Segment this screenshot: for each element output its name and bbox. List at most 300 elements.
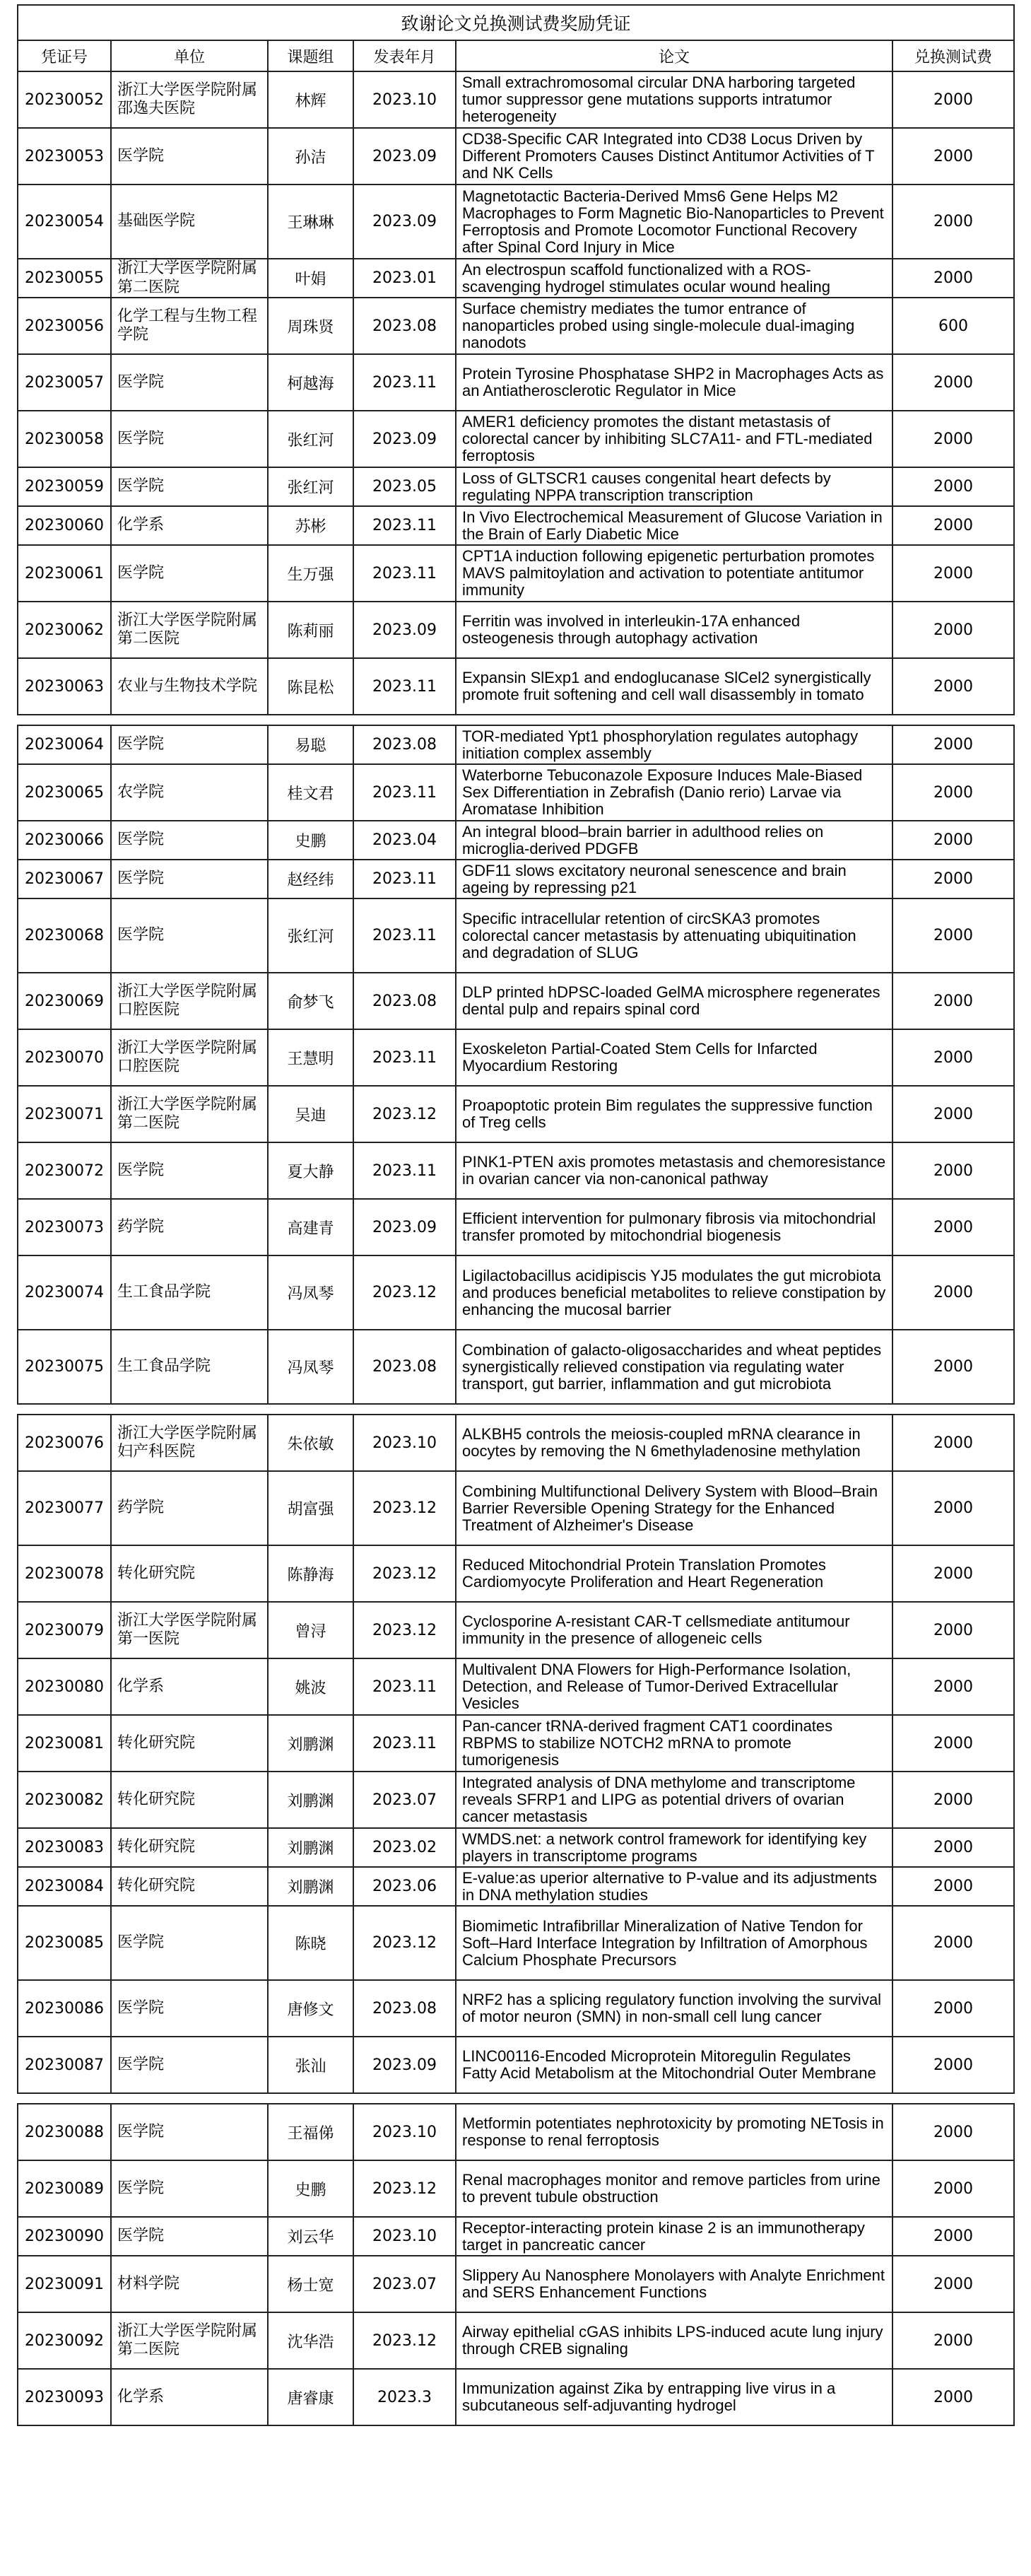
table-row: [18, 71, 1014, 128]
header-paper: 论文: [456, 40, 892, 71]
research-group: 杨士宽: [268, 2256, 353, 2312]
paper-title: WMDS.net: a network control framework for identifying key players in transcriptome programs: [456, 1828, 892, 1867]
table-row: [18, 1980, 1014, 2037]
paper-title: In Vivo Electrochemical Measurement of Glucose Variation in the Brain of Early Diabetic Mice: [456, 506, 892, 545]
paper-title: CPT1A induction following epigenetic perturbation promotes MAVS palmitoylation and activation to potentiate antitumor immunity: [456, 545, 892, 602]
voucher-id: 20230067: [18, 860, 111, 898]
fee-amount: 2000: [892, 2256, 1014, 2312]
voucher-id: 20230065: [18, 764, 111, 821]
paper-title: Reduced Mitochondrial Protein Translation Promotes Cardiomyocyte Proliferation and Heart Regeneration: [456, 1545, 892, 1602]
research-group: 刘鹏渊: [268, 1828, 353, 1867]
paper-title: Loss of GLTSCR1 causes congenital heart defects by regulating NPPA transcription transcription: [456, 467, 892, 506]
paper-title: NRF2 has a splicing regulatory function involving the survival of motor neuron (SMN) in non-small cell lung cancer: [456, 1980, 892, 2037]
publish-date: 2023.07: [353, 1772, 456, 1828]
unit: 医学院: [111, 1980, 268, 2037]
research-group: 刘鹏渊: [268, 1867, 353, 1906]
research-group: 易聪: [268, 725, 353, 764]
voucher-table-segment-3: [17, 1414, 1015, 2094]
publish-date: 2023.08: [353, 1330, 456, 1404]
table-body: [18, 1415, 1014, 2093]
table-row: [18, 1906, 1014, 1980]
publish-date: 2023.11: [353, 1029, 456, 1086]
paper-title: PINK1-PTEN axis promotes metastasis and chemoresistance in ovarian cancer via non-canonical pathway: [456, 1142, 892, 1199]
unit: 浙江大学医学院附属第一医院: [111, 1602, 268, 1658]
fee-amount: 2000: [892, 354, 1014, 411]
unit: 医学院: [111, 2217, 268, 2256]
publish-date: 2023.12: [353, 2160, 456, 2217]
unit: 浙江大学医学院附属第二医院: [111, 1086, 268, 1142]
voucher-id: 20230090: [18, 2217, 111, 2256]
publish-date: 2023.11: [353, 545, 456, 602]
unit: 医学院: [111, 545, 268, 602]
research-group: 苏彬: [268, 506, 353, 545]
fee-amount: 2000: [892, 1906, 1014, 1980]
fee-amount: 2000: [892, 821, 1014, 860]
table-row: [18, 1545, 1014, 1602]
voucher-id: 20230078: [18, 1545, 111, 1602]
unit: 化学系: [111, 1658, 268, 1715]
publish-date: 2023.02: [353, 1828, 456, 1867]
publish-date: 2023.07: [353, 2256, 456, 2312]
unit: 生工食品学院: [111, 1330, 268, 1404]
unit: 浙江大学医学院附属妇产科医院: [111, 1415, 268, 1471]
voucher-id: 20230074: [18, 1255, 111, 1330]
voucher-id: 20230092: [18, 2312, 111, 2369]
unit: 浙江大学医学院附属口腔医院: [111, 973, 268, 1029]
voucher-id: 20230086: [18, 1980, 111, 2037]
fee-amount: 2000: [892, 1142, 1014, 1199]
fee-amount: 2000: [892, 2160, 1014, 2217]
research-group: 陈晓: [268, 1906, 353, 1980]
paper-title: Efficient intervention for pulmonary fibrosis via mitochondrial transfer promoted by mitochondrial biogenesis: [456, 1199, 892, 1255]
paper-title: An electrospun scaffold functionalized with a ROS-scavenging hydrogel stimulates ocular wound healing: [456, 259, 892, 298]
unit: 药学院: [111, 1199, 268, 1255]
unit: 医学院: [111, 2160, 268, 2217]
voucher-id: 20230076: [18, 1415, 111, 1471]
publish-date: 2023.06: [353, 1867, 456, 1906]
paper-title: Airway epithelial cGAS inhibits LPS-induced acute lung injury through CREB signaling: [456, 2312, 892, 2369]
voucher-id: 20230091: [18, 2256, 111, 2312]
table-body: [18, 71, 1014, 715]
voucher-id: 20230057: [18, 354, 111, 411]
publish-date: 2023.11: [353, 354, 456, 411]
fee-amount: 2000: [892, 2312, 1014, 2369]
publish-date: 2023.12: [353, 1545, 456, 1602]
voucher-id: 20230052: [18, 71, 111, 128]
publish-date: 2023.09: [353, 1199, 456, 1255]
unit: 转化研究院: [111, 1715, 268, 1772]
publish-date: 2023.08: [353, 973, 456, 1029]
publish-date: 2023.09: [353, 185, 456, 259]
voucher-id: 20230068: [18, 898, 111, 973]
voucher-id: 20230061: [18, 545, 111, 602]
voucher-id: 20230056: [18, 298, 111, 354]
fee-amount: 2000: [892, 1086, 1014, 1142]
paper-title: Multivalent DNA Flowers for High-Performance Isolation, Detection, and Release of Tumor-Derived Extracellular Vesicles: [456, 1658, 892, 1715]
table-row: [18, 2312, 1014, 2369]
voucher-id: 20230058: [18, 411, 111, 467]
unit: 材料学院: [111, 2256, 268, 2312]
publish-date: 2023.12: [353, 1255, 456, 1330]
voucher-id: 20230077: [18, 1471, 111, 1545]
fee-amount: 2000: [892, 467, 1014, 506]
research-group: 吴迪: [268, 1086, 353, 1142]
voucher-id: 20230079: [18, 1602, 111, 1658]
table-row: [18, 1772, 1014, 1828]
paper-title: Waterborne Tebuconazole Exposure Induces Male-Biased Sex Differentiation in Zebrafish (Danio rerio) Larvae via Aromatase Inhibition: [456, 764, 892, 821]
research-group: 唐修文: [268, 1980, 353, 2037]
publish-date: 2023.09: [353, 2037, 456, 2093]
fee-amount: 2000: [892, 1658, 1014, 1715]
table-row: [18, 298, 1014, 354]
voucher-id: 20230080: [18, 1658, 111, 1715]
table-row: [18, 411, 1014, 467]
voucher-id: 20230071: [18, 1086, 111, 1142]
voucher-id: 20230064: [18, 725, 111, 764]
header-voucher-id: 凭证号: [18, 40, 111, 71]
publish-date: 2023.01: [353, 259, 456, 298]
unit: 浙江大学医学院附属邵逸夫医院: [111, 71, 268, 128]
table-row: [18, 128, 1014, 185]
table-row: [18, 354, 1014, 411]
research-group: 赵经纬: [268, 860, 353, 898]
research-group: 王琳琳: [268, 185, 353, 259]
table-row: [18, 1715, 1014, 1772]
research-group: 唐睿康: [268, 2369, 353, 2425]
table-row: [18, 2160, 1014, 2217]
fee-amount: 2000: [892, 1471, 1014, 1545]
publish-date: 2023.11: [353, 898, 456, 973]
paper-title: Protein Tyrosine Phosphatase SHP2 in Macrophages Acts as an Antiatherosclerotic Regulator in Mice: [456, 354, 892, 411]
publish-date: 2023.10: [353, 2104, 456, 2160]
unit: 化学工程与生物工程学院: [111, 298, 268, 354]
publish-date: 2023.12: [353, 1906, 456, 1980]
publish-date: 2023.12: [353, 1471, 456, 1545]
fee-amount: 2000: [892, 185, 1014, 259]
fee-amount: 2000: [892, 1545, 1014, 1602]
voucher-id: 20230089: [18, 2160, 111, 2217]
voucher-id: 20230072: [18, 1142, 111, 1199]
publish-date: 2023.11: [353, 860, 456, 898]
paper-title: ALKBH5 controls the meiosis-coupled mRNA clearance in oocytes by removing the N 6methyladenosine methylation: [456, 1415, 892, 1471]
publish-date: 2023.09: [353, 602, 456, 658]
paper-title: Small extrachromosomal circular DNA harboring targeted tumor suppressor gene mutations supports intratumor heterogeneity: [456, 71, 892, 128]
research-group: 王福俤: [268, 2104, 353, 2160]
publish-date: 2023.09: [353, 411, 456, 467]
paper-title: Immunization against Zika by entrapping live virus in a subcutaneous self-adjuvanting hydrogel: [456, 2369, 892, 2425]
unit: 医学院: [111, 860, 268, 898]
research-group: 高建青: [268, 1199, 353, 1255]
unit: 浙江大学医学院附属第二医院: [111, 259, 268, 298]
paper-title: Exoskeleton Partial-Coated Stem Cells for Infarcted Myocardium Restoring: [456, 1029, 892, 1086]
unit: 生工食品学院: [111, 1255, 268, 1330]
fee-amount: 2000: [892, 1415, 1014, 1471]
fee-amount: 600: [892, 298, 1014, 354]
table-row: [18, 2217, 1014, 2256]
table-row: [18, 725, 1014, 764]
paper-title: CD38-Specific CAR Integrated into CD38 Locus Driven by Different Promoters Causes Distinct Antitumor Activities of T and NK Cells: [456, 128, 892, 185]
publish-date: 2023.11: [353, 658, 456, 715]
table-row: [18, 1602, 1014, 1658]
unit: 转化研究院: [111, 1772, 268, 1828]
voucher-id: 20230085: [18, 1906, 111, 1980]
fee-amount: 2000: [892, 860, 1014, 898]
voucher-id: 20230073: [18, 1199, 111, 1255]
research-group: 柯越海: [268, 354, 353, 411]
paper-title: Ligilactobacillus acidipiscis YJ5 modulates the gut microbiota and produces beneficial metabolites to relieve constipation by enhancing the mucosal barrier: [456, 1255, 892, 1330]
paper-title: An integral blood–brain barrier in adulthood relies on microglia-derived PDGFB: [456, 821, 892, 860]
fee-amount: 2000: [892, 545, 1014, 602]
publish-date: 2023.10: [353, 1415, 456, 1471]
publish-date: 2023.08: [353, 1980, 456, 2037]
unit: 医学院: [111, 2037, 268, 2093]
voucher-id: 20230093: [18, 2369, 111, 2425]
publish-date: 2023.11: [353, 1658, 456, 1715]
unit: 化学系: [111, 2369, 268, 2425]
voucher-id: 20230063: [18, 658, 111, 715]
unit: 药学院: [111, 1471, 268, 1545]
voucher-id: 20230062: [18, 602, 111, 658]
paper-title: E-value:as uperior alternative to P-value and its adjustments in DNA methylation studies: [456, 1867, 892, 1906]
publish-date: 2023.3: [353, 2369, 456, 2425]
unit: 农业与生物技术学院: [111, 658, 268, 715]
publish-date: 2023.12: [353, 1086, 456, 1142]
table-row: [18, 898, 1014, 973]
voucher-id: 20230054: [18, 185, 111, 259]
research-group: 冯凤琴: [268, 1330, 353, 1404]
research-group: 冯凤琴: [268, 1255, 353, 1330]
unit: 化学系: [111, 506, 268, 545]
unit: 医学院: [111, 411, 268, 467]
voucher-table-segment-4: [17, 2103, 1015, 2426]
voucher-id: 20230083: [18, 1828, 111, 1867]
paper-title: TOR-mediated Ypt1 phosphorylation regulates autophagy initiation complex assembly: [456, 725, 892, 764]
fee-amount: 2000: [892, 1602, 1014, 1658]
fee-amount: 2000: [892, 1828, 1014, 1867]
voucher-id: 20230084: [18, 1867, 111, 1906]
unit: 转化研究院: [111, 1545, 268, 1602]
voucher-id: 20230055: [18, 259, 111, 298]
paper-title: Integrated analysis of DNA methylome and transcriptome reveals SFRP1 and LIPG as potential drivers of ovarian cancer metastasis: [456, 1772, 892, 1828]
voucher-id: 20230059: [18, 467, 111, 506]
paper-title: Surface chemistry mediates the tumor entrance of nanoparticles probed using single-molecule dual-imaging nanodots: [456, 298, 892, 354]
paper-title: Specific intracellular retention of circSKA3 promotes colorectal cancer metastasis by attenuating ubiquitination and degradation of SLUG: [456, 898, 892, 973]
research-group: 胡富强: [268, 1471, 353, 1545]
paper-title: Proapoptotic protein Bim regulates the suppressive function of Treg cells: [456, 1086, 892, 1142]
publish-date: 2023.04: [353, 821, 456, 860]
table-row: [18, 2104, 1014, 2160]
paper-title: Metformin potentiates nephrotoxicity by promoting NETosis in response to renal ferroptosis: [456, 2104, 892, 2160]
table-row: [18, 764, 1014, 821]
paper-title: DLP printed hDPSC-loaded GelMA microsphere regenerates dental pulp and repairs spinal cord: [456, 973, 892, 1029]
fee-amount: 2000: [892, 764, 1014, 821]
table-row: [18, 545, 1014, 602]
publish-date: 2023.09: [353, 128, 456, 185]
fee-amount: 2000: [892, 411, 1014, 467]
fee-amount: 2000: [892, 973, 1014, 1029]
table-row: [18, 1142, 1014, 1199]
paper-title: Biomimetic Intrafibrillar Mineralization of Native Tendon for Soft–Hard Interface Integration by Infiltration of Amorphous Calcium Phosphate Precursors: [456, 1906, 892, 1980]
table-body: [18, 2104, 1014, 2425]
unit: 浙江大学医学院附属第二医院: [111, 602, 268, 658]
publish-date: 2023.11: [353, 506, 456, 545]
fee-amount: 2000: [892, 2037, 1014, 2093]
research-group: 刘鹏渊: [268, 1772, 353, 1828]
unit: 医学院: [111, 2104, 268, 2160]
table-row: [18, 1415, 1014, 1471]
title-row: [18, 5, 1014, 40]
header-unit: 单位: [111, 40, 268, 71]
table-row: [18, 1471, 1014, 1545]
voucher-id: 20230075: [18, 1330, 111, 1404]
paper-title: Combination of galacto-oligosaccharides and wheat peptides synergistically relieved constipation via regulating water transport, gut barrier, inflammation and gut microbiota: [456, 1330, 892, 1404]
research-group: 叶娟: [268, 259, 353, 298]
voucher-id: 20230082: [18, 1772, 111, 1828]
table-row: [18, 602, 1014, 658]
research-group: 孙洁: [268, 128, 353, 185]
paper-title: Ferritin was involved in interleukin-17A enhanced osteogenesis through autophagy activation: [456, 602, 892, 658]
paper-title: Combining Multifunctional Delivery System with Blood–Brain Barrier Reversible Opening Strategy for the Enhanced Treatment of Alzheimer's Disease: [456, 1471, 892, 1545]
table-row: [18, 467, 1014, 506]
table-row: [18, 1255, 1014, 1330]
paper-title: Slippery Au Nanosphere Monolayers with Analyte Enrichment and SERS Enhancement Functions: [456, 2256, 892, 2312]
fee-amount: 2000: [892, 658, 1014, 715]
unit: 医学院: [111, 354, 268, 411]
publish-date: 2023.10: [353, 71, 456, 128]
research-group: 张汕: [268, 2037, 353, 2093]
unit: 转化研究院: [111, 1828, 268, 1867]
research-group: 曾浔: [268, 1602, 353, 1658]
table-row: [18, 2256, 1014, 2312]
research-group: 张红河: [268, 898, 353, 973]
paper-title: LINC00116-Encoded Microprotein Mitoregulin Regulates Fatty Acid Metabolism at the Mitochondrial Outer Membrane: [456, 2037, 892, 2093]
research-group: 桂文君: [268, 764, 353, 821]
research-group: 张红河: [268, 411, 353, 467]
research-group: 夏大静: [268, 1142, 353, 1199]
voucher-id: 20230069: [18, 973, 111, 1029]
fee-amount: 2000: [892, 71, 1014, 128]
header-publish-date: 发表年月: [353, 40, 456, 71]
research-group: 陈昆松: [268, 658, 353, 715]
fee-amount: 2000: [892, 259, 1014, 298]
fee-amount: 2000: [892, 725, 1014, 764]
paper-title: AMER1 deficiency promotes the distant metastasis of colorectal cancer by inhibiting SLC7A11- and FTL-mediated ferroptosis: [456, 411, 892, 467]
fee-amount: 2000: [892, 2369, 1014, 2425]
publish-date: 2023.12: [353, 2312, 456, 2369]
publish-date: 2023.08: [353, 298, 456, 354]
research-group: 陈静海: [268, 1545, 353, 1602]
publish-date: 2023.12: [353, 1602, 456, 1658]
fee-amount: 2000: [892, 1255, 1014, 1330]
fee-amount: 2000: [892, 1867, 1014, 1906]
table-row: [18, 506, 1014, 545]
publish-date: 2023.11: [353, 1715, 456, 1772]
research-group: 刘云华: [268, 2217, 353, 2256]
fee-amount: 2000: [892, 602, 1014, 658]
fee-amount: 2000: [892, 898, 1014, 973]
paper-title: Pan-cancer tRNA-derived fragment CAT1 coordinates RBPMS to stabilize NOTCH2 mRNA to promote tumorigenesis: [456, 1715, 892, 1772]
paper-title: Expansin SlExp1 and endoglucanase SlCel2 synergistically promote fruit softening and cell wall disassembly in tomato: [456, 658, 892, 715]
unit: 浙江大学医学院附属第二医院: [111, 2312, 268, 2369]
table-row: [18, 259, 1014, 298]
unit: 医学院: [111, 467, 268, 506]
paper-title: Renal macrophages monitor and remove particles from urine to prevent tubule obstruction: [456, 2160, 892, 2217]
fee-amount: 2000: [892, 1330, 1014, 1404]
table-row: [18, 1658, 1014, 1715]
research-group: 史鹏: [268, 2160, 353, 2217]
document-title: 致谢论文兑换测试费奖励凭证: [18, 5, 1014, 40]
fee-amount: 2000: [892, 2217, 1014, 2256]
research-group: 生万强: [268, 545, 353, 602]
voucher-sheet: [17, 4, 1013, 2426]
unit: 医学院: [111, 128, 268, 185]
research-group: 陈莉丽: [268, 602, 353, 658]
table-body: [18, 725, 1014, 1404]
unit: 浙江大学医学院附属口腔医院: [111, 1029, 268, 1086]
table-row: [18, 2037, 1014, 2093]
fee-amount: 2000: [892, 1029, 1014, 1086]
voucher-id: 20230066: [18, 821, 111, 860]
fee-amount: 2000: [892, 128, 1014, 185]
table-row: [18, 1029, 1014, 1086]
header-fee: 兑换测试费: [892, 40, 1014, 71]
research-group: 史鹏: [268, 821, 353, 860]
research-group: 姚波: [268, 1658, 353, 1715]
table-row: [18, 1828, 1014, 1867]
research-group: 周珠贤: [268, 298, 353, 354]
table-row: [18, 658, 1014, 715]
table-row: [18, 1867, 1014, 1906]
table-row: [18, 185, 1014, 259]
voucher-id: 20230081: [18, 1715, 111, 1772]
paper-title: Cyclosporine A-resistant CAR-T cellsmediate antitumour immunity in the presence of allogeneic cells: [456, 1602, 892, 1658]
fee-amount: 2000: [892, 1199, 1014, 1255]
paper-title: Receptor-interacting protein kinase 2 is an immunotherapy target in pancreatic cancer: [456, 2217, 892, 2256]
research-group: 刘鹏渊: [268, 1715, 353, 1772]
unit: 医学院: [111, 1142, 268, 1199]
publish-date: 2023.10: [353, 2217, 456, 2256]
publish-date: 2023.11: [353, 764, 456, 821]
research-group: 俞梦飞: [268, 973, 353, 1029]
voucher-table-segment-1: [17, 4, 1015, 715]
table-row: [18, 973, 1014, 1029]
publish-date: 2023.11: [353, 1142, 456, 1199]
unit: 基础医学院: [111, 185, 268, 259]
header-row: [18, 40, 1014, 71]
research-group: 朱依敏: [268, 1415, 353, 1471]
unit: 医学院: [111, 725, 268, 764]
publish-date: 2023.08: [353, 725, 456, 764]
unit: 医学院: [111, 898, 268, 973]
voucher-id: 20230087: [18, 2037, 111, 2093]
research-group: 张红河: [268, 467, 353, 506]
table-row: [18, 2369, 1014, 2425]
voucher-id: 20230088: [18, 2104, 111, 2160]
unit: 医学院: [111, 1906, 268, 1980]
table-row: [18, 1330, 1014, 1404]
table-row: [18, 1086, 1014, 1142]
fee-amount: 2000: [892, 1715, 1014, 1772]
fee-amount: 2000: [892, 2104, 1014, 2160]
voucher-id: 20230070: [18, 1029, 111, 1086]
table-row: [18, 821, 1014, 860]
fee-amount: 2000: [892, 506, 1014, 545]
research-group: 王慧明: [268, 1029, 353, 1086]
voucher-id: 20230060: [18, 506, 111, 545]
unit: 医学院: [111, 821, 268, 860]
voucher-table-segment-2: [17, 725, 1015, 1405]
table-row: [18, 1199, 1014, 1255]
